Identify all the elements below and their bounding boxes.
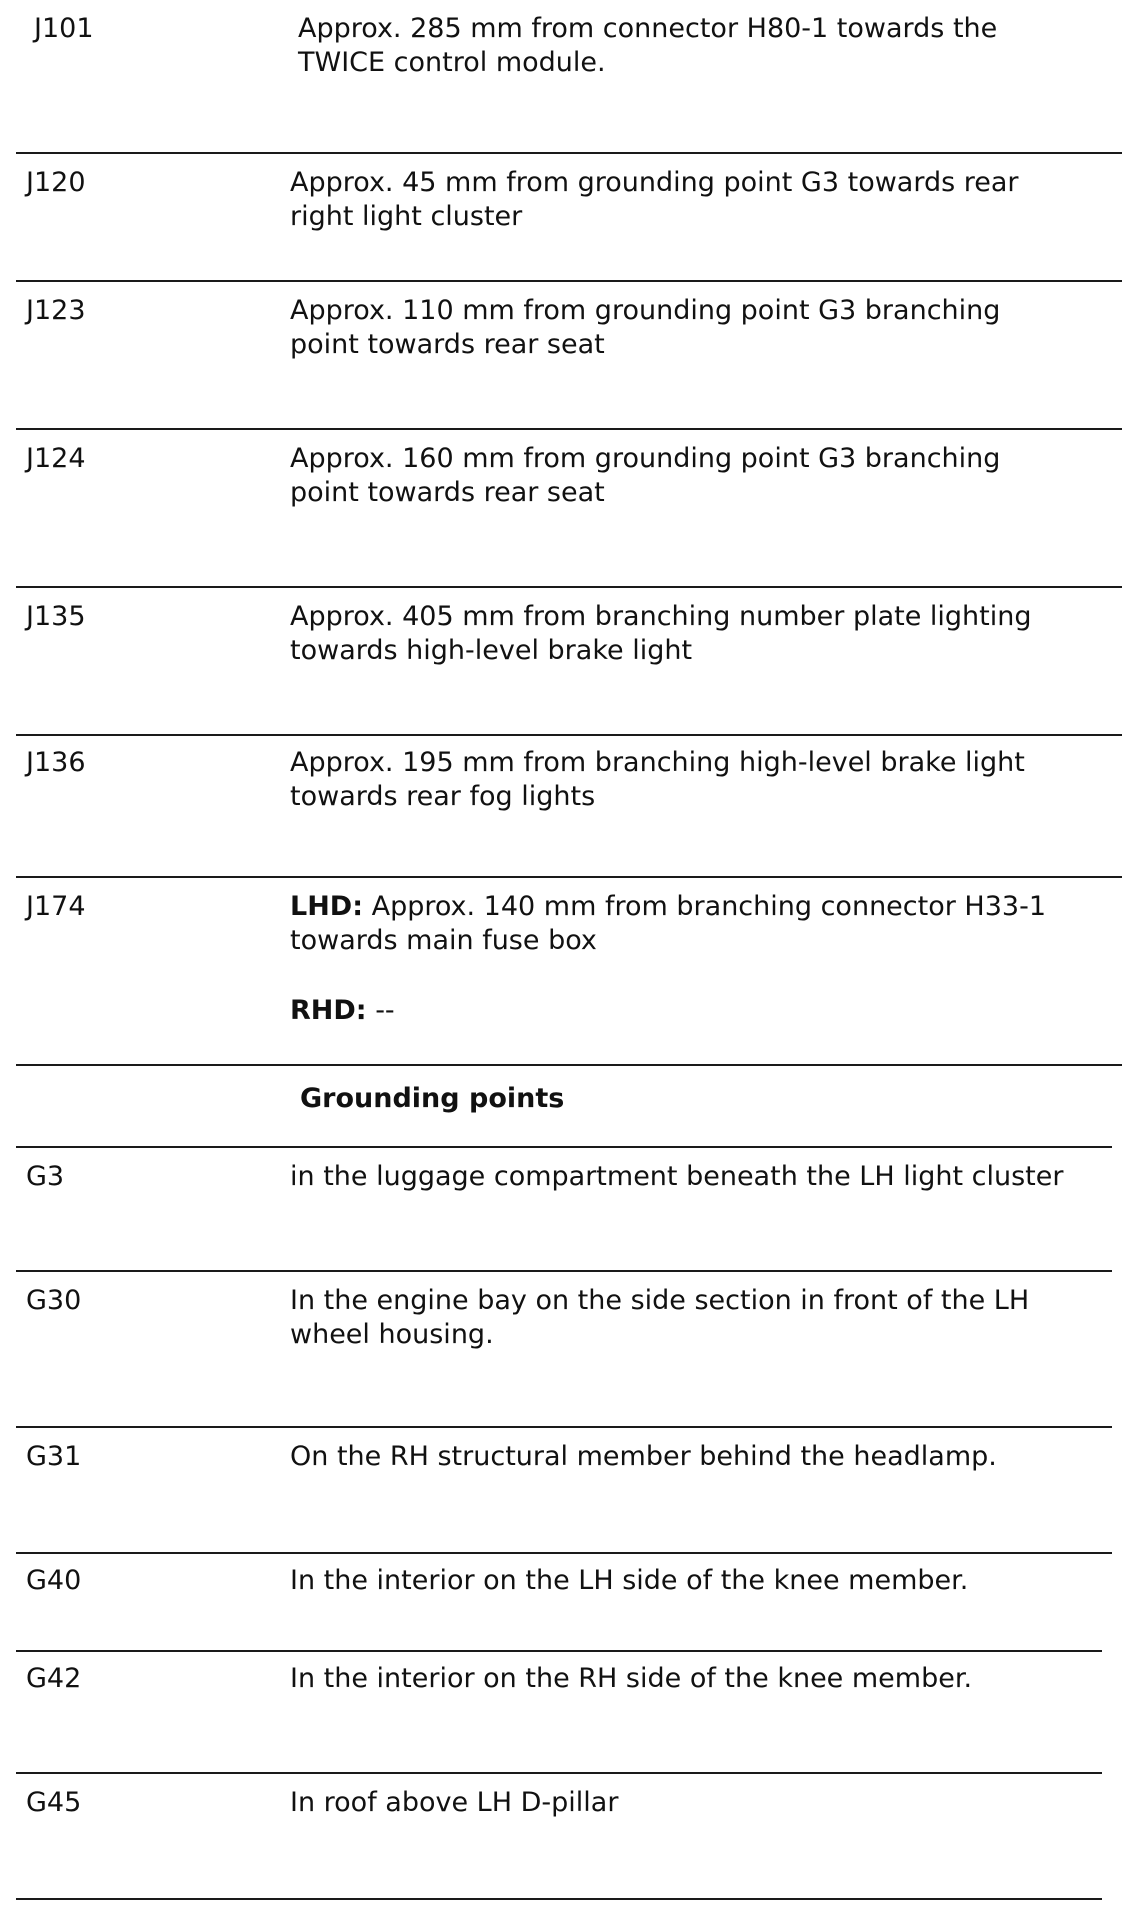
desc-line: towards rear fog lights (290, 781, 596, 812)
desc-line: in the luggage compartment beneath the LH light cluster (290, 1161, 1064, 1192)
desc-line: Approx. 45 mm from grounding point G3 towards rear (290, 167, 1019, 198)
row-divider (16, 1552, 1112, 1554)
rhd-label: RHD: (290, 995, 367, 1026)
desc-line: In the engine bay on the side section in front of the LH (290, 1285, 1030, 1316)
junction-id-j136: J136 (26, 747, 86, 778)
row-divider (16, 280, 1122, 282)
row-divider (16, 1270, 1112, 1272)
desc-line: Approx. 160 mm from grounding point G3 branching (290, 443, 1001, 474)
junction-id-j135: J135 (26, 601, 86, 632)
grounding-desc-g45 (290, 1786, 1090, 1820)
grounding-desc-g31 (290, 1440, 1090, 1474)
row-divider (16, 1650, 1102, 1652)
grounding-id-g40: G40 (26, 1565, 82, 1596)
desc-line (290, 890, 1090, 924)
section-heading-grounding-points: Grounding points (300, 1083, 565, 1114)
desc-line: On the RH structural member behind the headlamp. (290, 1441, 997, 1472)
row-divider (16, 876, 1122, 878)
junction-desc-j123 (290, 294, 1090, 362)
grounding-id-g3: G3 (26, 1161, 65, 1192)
lhd-text: Approx. 140 mm from branching connector H33-1 (363, 891, 1047, 922)
desc-line (290, 994, 1090, 1028)
grounding-id-g45: G45 (26, 1787, 82, 1818)
grounding-id-g30: G30 (26, 1285, 82, 1316)
desc-line: towards main fuse box (290, 925, 597, 956)
grounding-desc-g3 (290, 1160, 1090, 1194)
desc-line: TWICE control module. (298, 47, 606, 78)
row-divider (16, 1146, 1112, 1148)
desc-line: In roof above LH D-pillar (290, 1787, 619, 1818)
desc-line: wheel housing. (290, 1319, 494, 1350)
junction-desc-j136 (290, 746, 1090, 814)
desc-line: right light cluster (290, 201, 523, 232)
rhd-text: -- (366, 995, 395, 1026)
junction-desc-j135 (290, 600, 1090, 668)
row-divider (16, 428, 1122, 430)
junction-desc-j120 (290, 166, 1090, 234)
row-divider (16, 1772, 1102, 1774)
grounding-desc-g42 (290, 1662, 1090, 1696)
junction-id-j120: J120 (26, 167, 86, 198)
row-divider (16, 734, 1122, 736)
row-divider (16, 1898, 1102, 1900)
junction-id-j101: J101 (34, 13, 94, 44)
junction-desc-j124 (290, 442, 1090, 510)
desc-line: Approx. 110 mm from grounding point G3 branching (290, 295, 1001, 326)
desc-line: towards high-level brake light (290, 635, 693, 666)
desc-line: Approx. 195 mm from branching high-level brake light (290, 747, 1025, 778)
grounding-desc-g40 (290, 1564, 1090, 1598)
junction-rhd-j174 (290, 994, 1090, 1028)
desc-line: In the interior on the RH side of the knee member. (290, 1663, 973, 1694)
grounding-id-g31: G31 (26, 1441, 82, 1472)
row-divider (16, 152, 1122, 154)
grounding-id-g42: G42 (26, 1663, 82, 1694)
row-divider (16, 586, 1122, 588)
row-divider (16, 1064, 1122, 1066)
junction-desc-j174 (290, 890, 1090, 958)
junction-desc-j101 (298, 12, 1098, 80)
desc-line: point towards rear seat (290, 477, 605, 508)
desc-line: In the interior on the LH side of the knee member. (290, 1565, 969, 1596)
desc-line: point towards rear seat (290, 329, 605, 360)
desc-line: Approx. 405 mm from branching number plate lighting (290, 601, 1032, 632)
junction-id-j123: J123 (26, 295, 86, 326)
junction-id-j174: J174 (26, 891, 86, 922)
lhd-label: LHD: (290, 891, 364, 922)
grounding-desc-g30 (290, 1284, 1090, 1352)
desc-line: Approx. 285 mm from connector H80-1 towards the (298, 13, 998, 44)
junction-id-j124: J124 (26, 443, 86, 474)
row-divider (16, 1426, 1112, 1428)
